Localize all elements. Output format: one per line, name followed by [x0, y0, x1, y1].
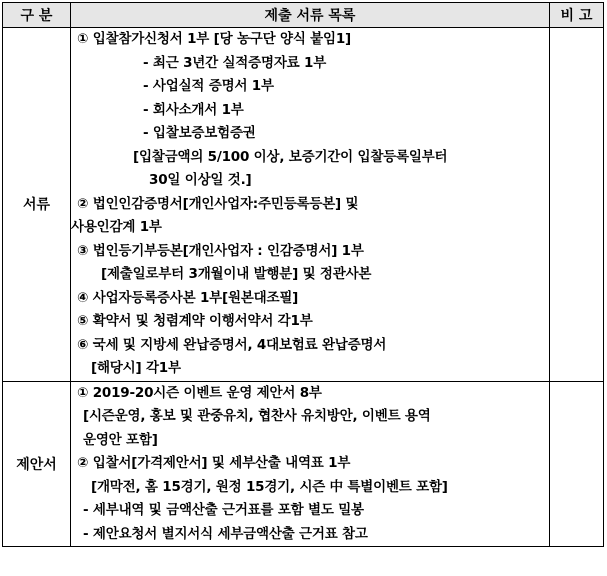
- doc-item-1: ① 입찰참가신청서 1부 [당 농구단 양식 붙임1]: [77, 31, 352, 47]
- proposal-subitem: - 세부내역 및 금액산출 근거표를 포함 별도 밀봉: [83, 502, 364, 518]
- submission-documents-table: [2, 2, 604, 547]
- doc-item-4: ④ 사업자등록증사본 1부[원본대조필]: [77, 289, 299, 306]
- doc-note: [해당시] 각1부: [91, 360, 181, 376]
- table-row-documents: [3, 28, 604, 382]
- doc-note: 30일 이상일 것.]: [149, 172, 252, 188]
- header-document-list: 제출 서류 목록: [71, 3, 550, 28]
- doc-item-5: ⑤ 확약서 및 청렴계약 이행서약서 각1부: [77, 313, 313, 329]
- table-row-proposal: [3, 381, 604, 547]
- header-remarks: 비 고: [550, 3, 604, 28]
- category-proposal: 제안서: [3, 381, 71, 547]
- doc-item-3: ③ 법인등기부등본[개인사업자 : 인감증명서] 1부: [77, 242, 364, 259]
- remarks-documents: [550, 28, 604, 382]
- remarks-proposal: [550, 381, 604, 547]
- proposal-item-1: ① 2019-20시즌 이벤트 운영 제안서 8부: [77, 384, 322, 401]
- doc-item-2-cont: 사용인감계 1부: [71, 219, 162, 235]
- proposal-list: [71, 381, 550, 547]
- proposal-note: 운영안 포함]: [83, 431, 158, 448]
- doc-subitem: - 최근 3년간 실적증명자료 1부: [143, 54, 327, 71]
- header-category: 구 분: [3, 3, 71, 28]
- proposal-item-2: ② 입찰서[가격제안서] 및 세부산출 내역표 1부: [77, 455, 351, 471]
- table-header-row: [3, 3, 604, 28]
- proposal-note: [시즌운영, 홍보 및 관중유치, 협찬사 유치방안, 이벤트 용역: [83, 408, 431, 424]
- doc-note: [제출일로부터 3개월이내 발행분] 및 정관사본: [101, 266, 372, 282]
- doc-subitem: - 입찰보증보험증권: [143, 125, 256, 141]
- doc-item-2: ② 법인인감증명서[개인사업자:주민등록등본] 및: [77, 195, 359, 212]
- documents-list: [71, 28, 550, 382]
- doc-note: [입찰금액의 5/100 이상, 보증기간이 입찰등록일부터: [133, 148, 448, 165]
- proposal-subitem: - 제안요청서 별지서식 세부금액산출 근거표 참고: [83, 525, 368, 542]
- doc-subitem: - 사업실적 증명서 1부: [143, 78, 274, 94]
- proposal-note: [개막전, 홈 15경기, 원정 15경기, 시즌 中 특별이벤트 포함]: [91, 478, 448, 495]
- doc-subitem: - 회사소개서 1부: [143, 101, 244, 118]
- doc-item-6: ⑥ 국세 및 지방세 완납증명서, 4대보험료 완납증명서: [77, 336, 387, 353]
- category-documents: 서류: [3, 28, 71, 382]
